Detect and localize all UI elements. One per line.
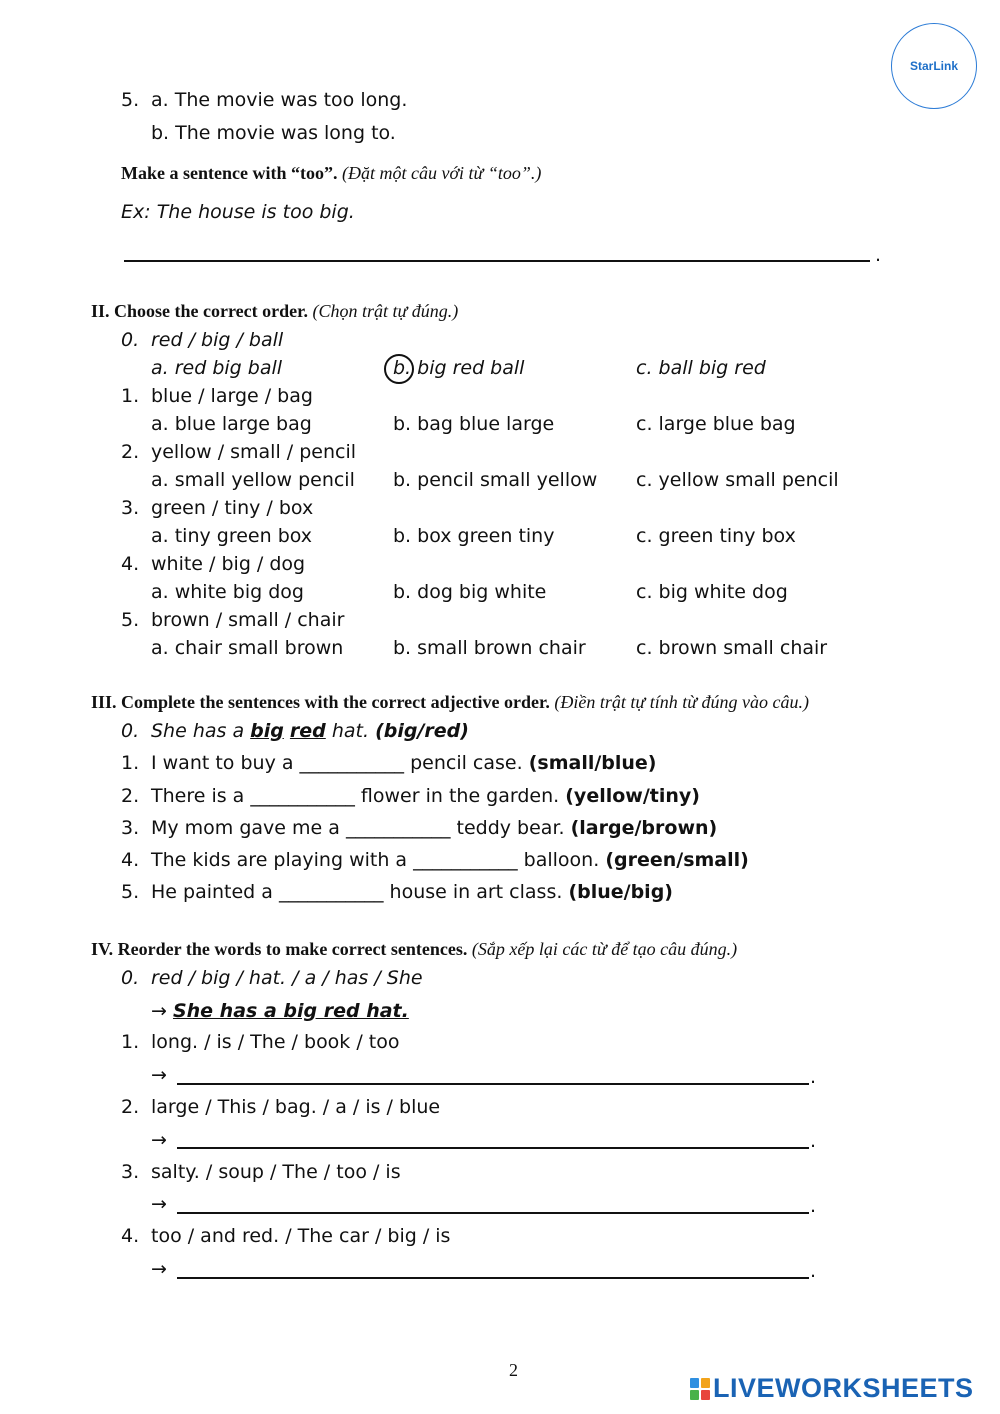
s2-item-5-option-c[interactable]: c. brown small chair <box>636 637 828 659</box>
s3-example: 0. She has a big red hat. (big/red) <box>121 720 469 742</box>
s2-item-2-option-a[interactable]: a. small yellow pencil <box>151 469 355 491</box>
s2-item-4-prompt: 4. white / big / dog <box>121 553 306 575</box>
arrow-icon: → <box>151 1064 167 1086</box>
s2-item-4-option-b[interactable]: b. dog big white <box>393 581 547 603</box>
s2-item-4-option-c[interactable]: c. big white dog <box>636 581 788 603</box>
s3-item-3: 3. My mom gave me a ___________ teddy bear. (large/brown) <box>121 817 718 839</box>
s2-item-4-option-a[interactable]: a. white big dog <box>151 581 304 603</box>
q5-option-a: 5. a. The movie was too long. <box>121 89 408 111</box>
blank-field[interactable]: ___________ <box>278 881 384 903</box>
make-sentence-example: Ex: The house is too big. <box>121 201 355 223</box>
s2-item-3-prompt: 3. green / tiny / box <box>121 497 314 519</box>
s4-item-4-period: . <box>810 1260 817 1282</box>
s2-item-2-prompt: 2. yellow / small / pencil <box>121 441 357 463</box>
answer-circle <box>384 354 414 384</box>
page-number: 2 <box>509 1360 518 1380</box>
s4-item-2-words: 2. large / This / bag. / a / is / blue <box>121 1096 441 1118</box>
answer-line[interactable] <box>124 260 870 262</box>
s2-item-5-option-a[interactable]: a. chair small brown <box>151 637 344 659</box>
answer-period: . <box>875 244 882 266</box>
s2-item-3-option-b[interactable]: b. box green tiny <box>393 525 555 547</box>
blank-field[interactable]: ___________ <box>345 817 451 839</box>
s2-item-1-option-c[interactable]: c. large blue bag <box>636 413 796 435</box>
arrow-icon: → <box>151 1000 167 1022</box>
logo-text: StarLink <box>909 59 958 73</box>
s3-item-2: 2. There is a ___________ flower in the garden. (yellow/tiny) <box>121 785 700 807</box>
s4-item-4-answer-line[interactable] <box>177 1277 809 1279</box>
s2-item-5-prompt: 5. brown / small / chair <box>121 609 345 631</box>
s2-item-1-option-b[interactable]: b. bag blue large <box>393 413 555 435</box>
s4-item-3-period: . <box>810 1195 817 1217</box>
s4-item-1-words: 1. long. / is / The / book / too <box>121 1031 400 1053</box>
s4-item-1-answer-line[interactable] <box>177 1083 809 1085</box>
blank-field[interactable]: ___________ <box>299 752 405 774</box>
s4-item-3-answer-line[interactable] <box>177 1212 809 1214</box>
blank-field[interactable]: ___________ <box>250 785 355 807</box>
make-sentence-heading: Make a sentence with “too”. (Đặt một câu với từ “too”.) <box>121 163 542 183</box>
s3-item-4: 4. The kids are playing with a ___________ balloon. (green/small) <box>121 849 749 871</box>
liveworksheets-logo-icon <box>690 1378 710 1400</box>
arrow-icon: → <box>151 1258 167 1280</box>
s4-item-2-answer-line[interactable] <box>177 1147 809 1149</box>
arrow-icon: → <box>151 1129 167 1151</box>
liveworksheets-brand[interactable] <box>690 1373 974 1404</box>
s4-example-words: 0. red / big / hat. / a / has / She <box>121 967 423 989</box>
brand-text: LIVEWORKSHEETS <box>713 1373 974 1403</box>
s2-item-1-option-a[interactable]: a. blue large bag <box>151 413 312 435</box>
section3-heading: III. Complete the sentences with the correct adjective order. (Điền trật tự tính từ đúng vào câu.) <box>91 692 809 712</box>
section2-heading: II. Choose the correct order. (Chọn trật tự đúng.) <box>91 301 459 321</box>
s2-item-3-option-a[interactable]: a. tiny green box <box>151 525 313 547</box>
s2-item-2-option-c[interactable]: c. yellow small pencil <box>636 469 839 491</box>
s2-item-3-option-c[interactable]: c. green tiny box <box>636 525 796 547</box>
s4-item-4-words: 4. too / and red. / The car / big / is <box>121 1225 451 1247</box>
s2-item-5-option-b[interactable]: b. small brown chair <box>393 637 586 659</box>
s4-item-2-period: . <box>810 1130 817 1152</box>
starlink-logo <box>891 23 977 109</box>
s3-item-5: 5. He painted a ___________ house in art class. (blue/big) <box>121 881 673 903</box>
q5-option-b: b. The movie was long to. <box>151 122 396 144</box>
s4-item-3-words: 3. salty. / soup / The / too / is <box>121 1161 401 1183</box>
s2-item-0-prompt: 0. red / big / ball <box>121 329 284 351</box>
arrow-icon: → <box>151 1193 167 1215</box>
s2-item-0-option-b[interactable]: b. big red ball <box>393 357 525 379</box>
s4-item-1-period: . <box>810 1066 817 1088</box>
s2-item-1-prompt: 1. blue / large / bag <box>121 385 313 407</box>
s4-example-answer: → She has a big red hat. <box>151 1000 409 1022</box>
s2-item-2-option-b[interactable]: b. pencil small yellow <box>393 469 598 491</box>
blank-field[interactable]: ___________ <box>413 849 518 871</box>
s3-item-1: 1. I want to buy a ___________ pencil case. (small/blue) <box>121 752 657 774</box>
s2-item-0-option-c[interactable]: c. ball big red <box>636 357 766 379</box>
s2-item-0-option-a[interactable]: a. red big ball <box>151 357 283 379</box>
section4-heading: IV. Reorder the words to make correct sentences. (Sắp xếp lại các từ để tạo câu đúng.) <box>91 939 738 959</box>
